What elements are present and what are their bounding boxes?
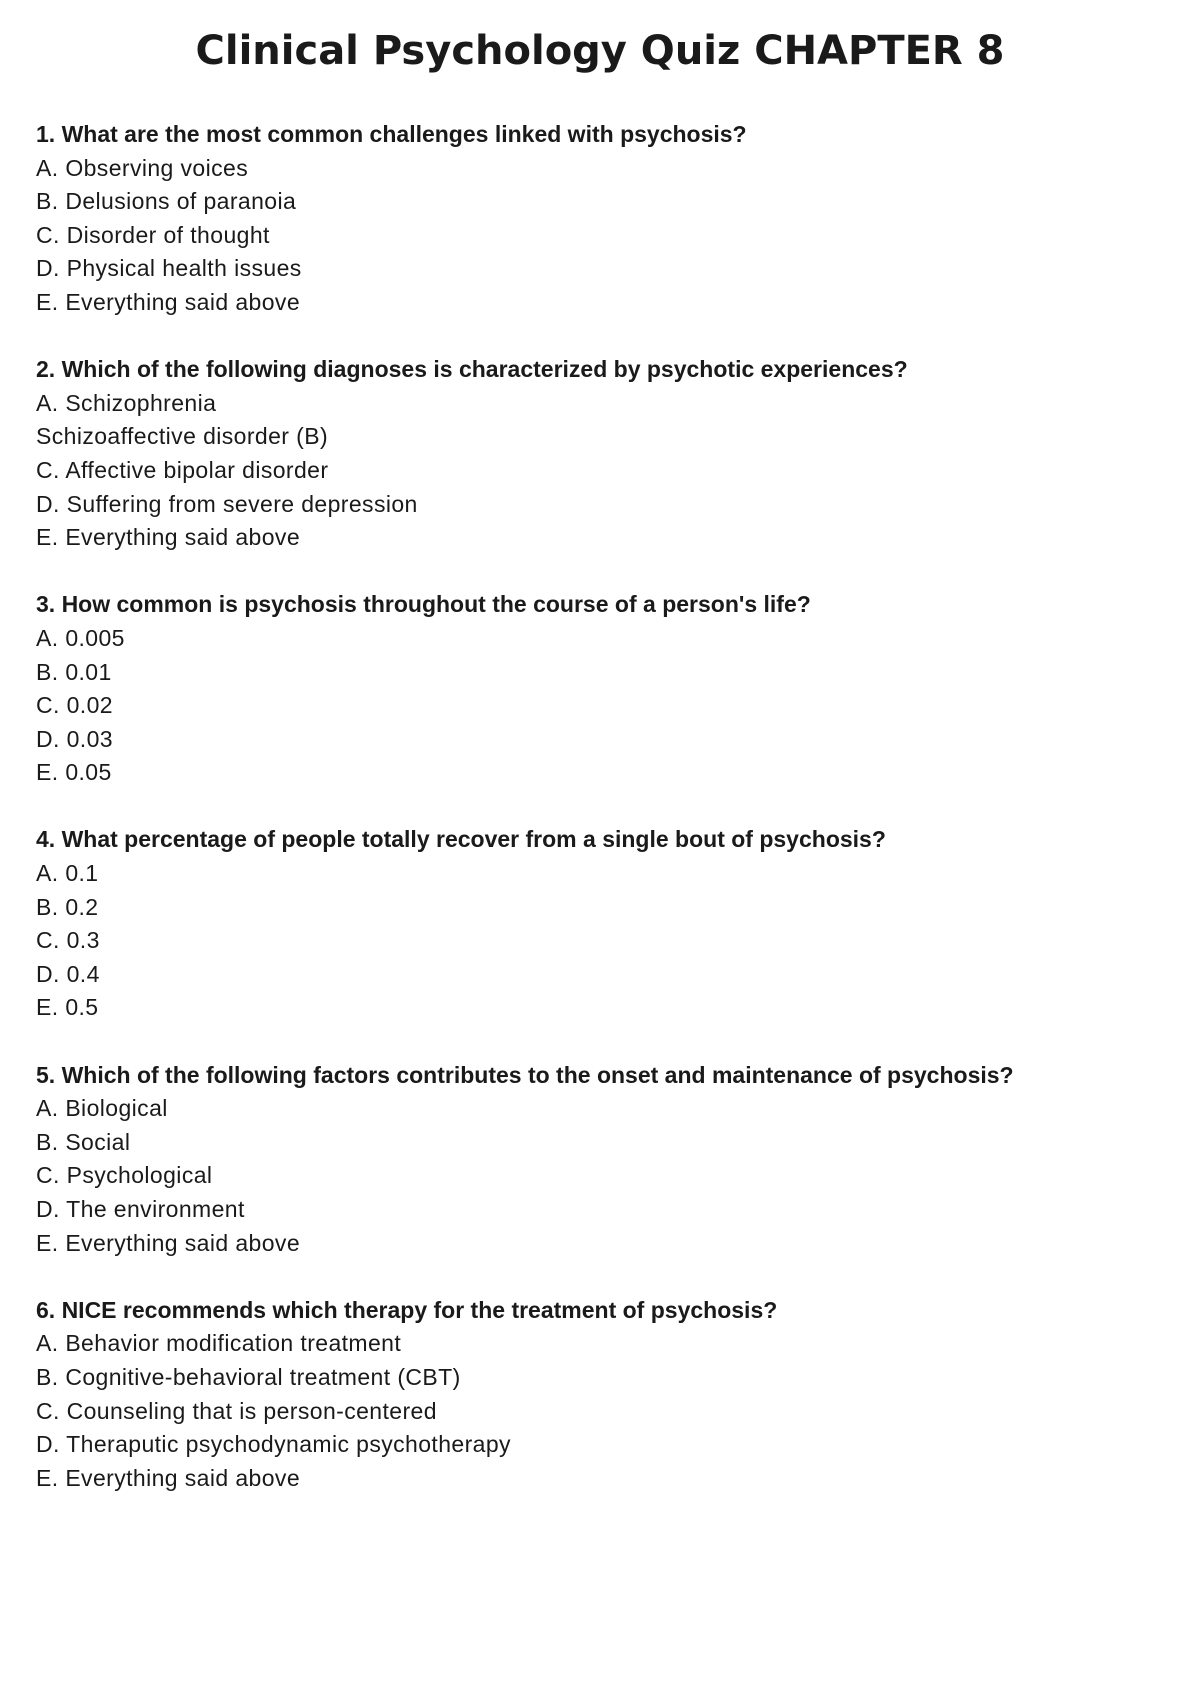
option-e: E. Everything said above [36,288,301,315]
option-b: B. Cognitive-behavioral treatment (CBT) [36,1363,461,1390]
option-c: C. 0.3 [36,927,100,954]
option-a: A. 0.005 [36,624,125,651]
option-b: Schizoaffective disorder (B) [36,423,329,450]
option-c: C. Counseling that is person-centered [36,1397,437,1424]
option-e: E. 0.05 [36,759,112,786]
option-b: B. Delusions of paranoia [36,188,297,215]
question-text: 3. How common is psychosis throughout the course of a person's life? [36,591,811,618]
option-c: C. Disorder of thought [36,221,270,248]
option-a: A. Biological [36,1095,168,1122]
option-list [36,857,1166,1025]
option-a: A. Schizophrenia [36,389,217,416]
option-list [36,1327,1166,1495]
option-c: C. Affective bipolar disorder [36,456,329,483]
option-list [36,152,1166,320]
option-d: D. 0.4 [36,960,100,987]
option-a: A. Behavior modification treatment [36,1330,402,1357]
option-e: E. Everything said above [36,524,301,551]
question-5 [36,1059,1166,1261]
option-list [36,622,1166,790]
option-b: B. 0.01 [36,658,112,685]
question-list [36,118,1166,1529]
question-text: 1. What are the most common challenges linked with psychosis? [36,121,747,147]
question-text: 6. NICE recommends which therapy for the treatment of psychosis? [36,1296,778,1323]
option-b: B. Social [36,1128,131,1155]
option-b: B. 0.2 [36,893,99,920]
question-text: 2. Which of the following diagnoses is characterized by psychotic experiences? [36,356,908,383]
question-6 [36,1294,1166,1496]
option-d: D. The environment [36,1196,245,1222]
option-e: E. Everything said above [36,1229,301,1256]
option-e: E. 0.5 [36,994,99,1021]
question-1 [36,118,1166,320]
question-4 [36,823,1166,1025]
question-3 [36,588,1166,790]
option-list [36,387,1166,555]
option-d: D. Physical health issues [36,255,302,282]
option-d: D. 0.03 [36,725,113,752]
document-title: Clinical Psychology Quiz CHAPTER 8 [195,28,1005,74]
question-text: 5. Which of the following factors contributes to the onset and maintenance of psychosis? [36,1061,1014,1088]
option-c: C. Psychological [36,1162,213,1189]
option-d: D. Suffering from severe depression [36,490,418,517]
option-c: C. 0.02 [36,692,113,719]
option-a: A. Observing voices [36,154,249,181]
question-text: 4. What percentage of people totally recover from a single bout of psychosis? [36,826,886,853]
option-e: E. Everything said above [36,1464,301,1491]
question-2 [36,353,1166,555]
option-a: A. 0.1 [36,860,99,887]
option-list [36,1092,1166,1260]
option-d: D. Theraputic psychodynamic psychotherapy [36,1431,511,1458]
